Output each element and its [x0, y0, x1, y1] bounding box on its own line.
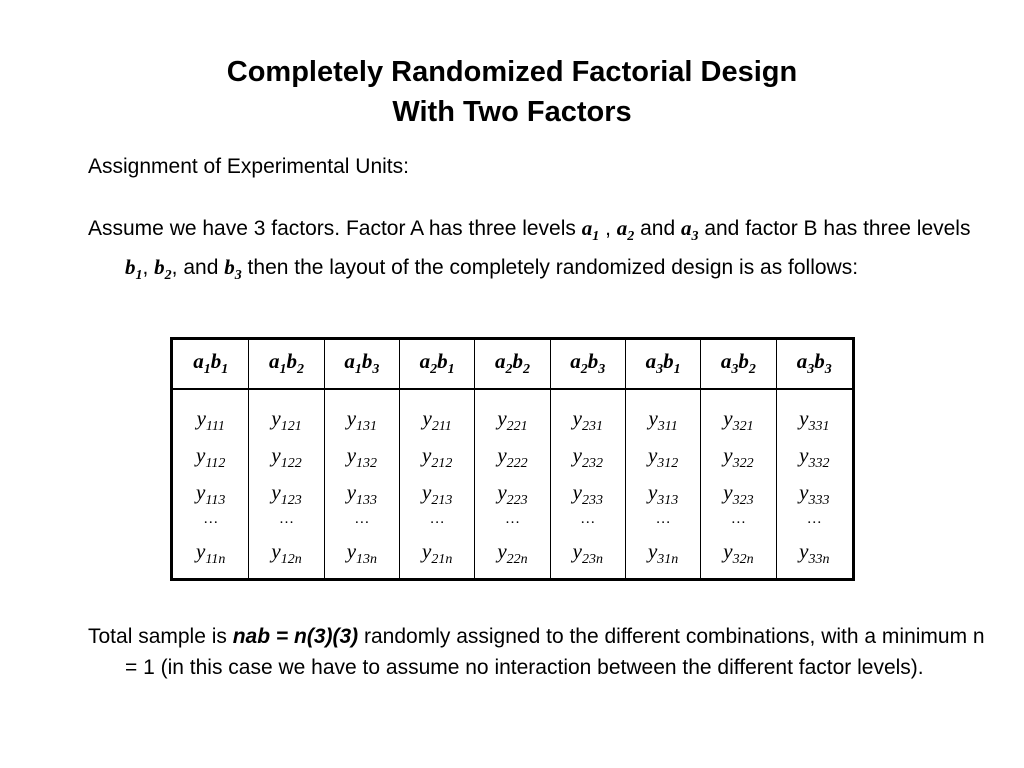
- observation-value: $y_{323}$: [723, 479, 754, 508]
- slide-title: [0, 52, 1024, 132]
- intro-text-2: and factor B has three levels: [698, 217, 971, 240]
- symbol-a1: $a_1$: [581, 216, 600, 245]
- title-line-1: Completely Randomized Factorial Design: [226, 56, 798, 88]
- ellipsis: …: [203, 510, 219, 527]
- symbol-a3: $a_3$: [680, 216, 699, 245]
- observation-value: $y_{321}$: [723, 405, 754, 434]
- table-header-row: [172, 339, 854, 389]
- observation-value: $y_{11n}$: [196, 538, 226, 567]
- section-heading: Assignment of Experimental Units:: [88, 155, 409, 178]
- intro-paragraph: [88, 213, 985, 291]
- observation-value: $y_{311}$: [648, 405, 678, 434]
- layout-table: [170, 337, 855, 581]
- conclusion-paragraph: [88, 621, 985, 683]
- observation-value: $y_{231}$: [572, 405, 603, 434]
- table-body-row: [172, 389, 854, 580]
- observation-value: $y_{312}$: [647, 442, 679, 471]
- ellipsis: …: [354, 510, 370, 527]
- ellipsis: …: [504, 510, 520, 527]
- and-sep: and: [634, 217, 681, 240]
- column-header: $a_3b_1$: [625, 339, 700, 389]
- ellipsis: …: [580, 510, 596, 527]
- observation-value: $y_{22n}$: [497, 538, 528, 567]
- observation-value: $y_{213}$: [422, 479, 453, 508]
- sample-size-formula: nab = n(3)(3): [232, 625, 359, 648]
- observation-value: $y_{133}$: [346, 479, 378, 508]
- observation-value: $y_{121}$: [271, 405, 302, 434]
- observation-value: $y_{112}$: [196, 442, 226, 471]
- observation-value: $y_{322}$: [723, 442, 754, 471]
- and-sep: , and: [171, 256, 225, 280]
- column-header: $a_2b_3$: [550, 339, 625, 389]
- ellipsis: …: [806, 510, 822, 527]
- observation-value: $y_{333}$: [799, 479, 830, 508]
- title-line-2: With Two Factors: [392, 96, 632, 128]
- observation-value: $y_{222}$: [497, 442, 528, 471]
- column-header: $a_1b_2$: [249, 339, 324, 389]
- observation-value: $y_{313}$: [647, 479, 679, 508]
- observation-value: $y_{233}$: [572, 479, 603, 508]
- observation-cell: [625, 389, 700, 580]
- observation-value: $y_{221}$: [497, 405, 528, 434]
- observation-value: $y_{113}$: [196, 479, 226, 508]
- observation-value: $y_{132}$: [346, 442, 378, 471]
- observation-value: $y_{32n}$: [723, 538, 754, 567]
- observation-value: $y_{23n}$: [572, 538, 603, 567]
- column-header: $a_2b_1$: [400, 339, 475, 389]
- observation-cell: [249, 389, 324, 580]
- observation-value: $y_{332}$: [799, 442, 830, 471]
- observation-value: $y_{123}$: [271, 479, 302, 508]
- observation-cell: [701, 389, 776, 580]
- observation-value: $y_{131}$: [346, 405, 378, 434]
- observation-cell: [776, 389, 853, 580]
- column-header: $a_2b_2$: [475, 339, 550, 389]
- column-header: $a_3b_2$: [701, 339, 776, 389]
- symbol-b2: $b_2$: [154, 255, 172, 284]
- comma-sep: ,: [142, 256, 155, 280]
- column-header: $a_1b_3$: [324, 339, 399, 389]
- ellipsis: …: [730, 510, 746, 527]
- column-header: $a_3b_3$: [776, 339, 853, 389]
- conclusion-post: randomly assigned to the different combinations, with a minimum n = 1 (in this case we have to assume no interaction between the different factor levels).: [125, 625, 985, 679]
- conclusion-pre: Total sample is: [88, 625, 233, 648]
- ellipsis: …: [279, 510, 295, 527]
- observation-cell: [400, 389, 475, 580]
- symbol-a2: $a_2$: [616, 216, 635, 245]
- observation-value: $y_{33n}$: [799, 538, 830, 567]
- observation-value: $y_{13n}$: [346, 538, 378, 567]
- observation-value: $y_{331}$: [799, 405, 830, 434]
- intro-text-1: Assume we have 3 factors. Factor A has three levels: [88, 217, 582, 240]
- observation-cell: [475, 389, 550, 580]
- ellipsis: …: [655, 510, 671, 527]
- observation-value: $y_{223}$: [497, 479, 528, 508]
- observation-value: $y_{211}$: [422, 405, 452, 434]
- comma-sep: ,: [599, 217, 617, 240]
- symbol-b1: $b_1$: [125, 255, 143, 284]
- symbol-b3: $b_3$: [224, 255, 242, 284]
- column-header: $a_1b_1$: [172, 339, 249, 389]
- observation-value: $y_{122}$: [271, 442, 302, 471]
- observation-value: $y_{12n}$: [271, 538, 302, 567]
- observation-value: $y_{232}$: [572, 442, 603, 471]
- intro-text-3: then the layout of the completely randomized design is as follows:: [241, 256, 859, 280]
- observation-value: $y_{111}$: [196, 405, 225, 434]
- observation-cell: [324, 389, 399, 580]
- observation-cell: [550, 389, 625, 580]
- observation-value: $y_{21n}$: [422, 538, 453, 567]
- observation-value: $y_{212}$: [422, 442, 453, 471]
- ellipsis: …: [429, 510, 445, 527]
- observation-cell: [172, 389, 249, 580]
- observation-value: $y_{31n}$: [647, 538, 679, 567]
